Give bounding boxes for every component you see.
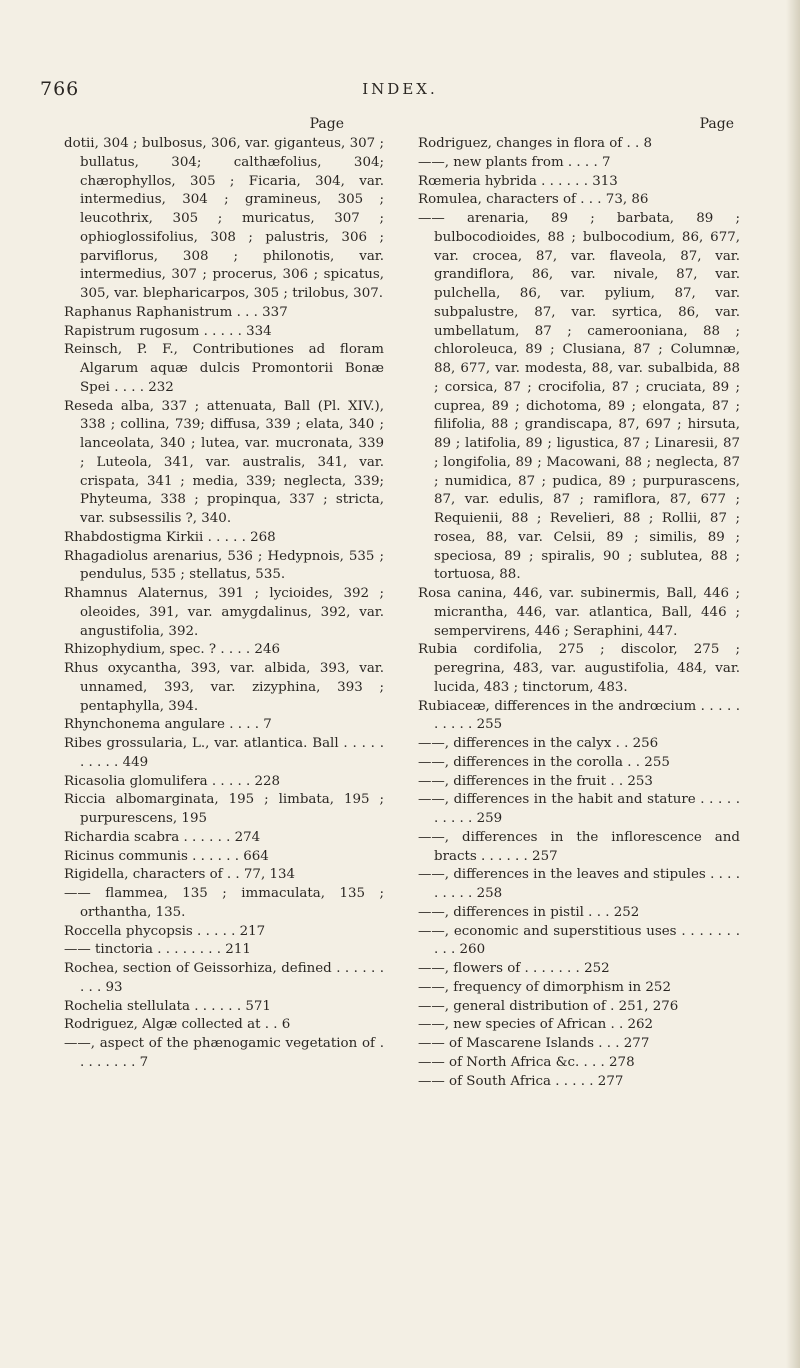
index-entry: Riccia albomarginata, 195 ; limbata, 195 ; purpurescens, 195 [64, 792, 384, 826]
index-entry: Rodriguez, Algæ collected at . . 6 [64, 1017, 291, 1033]
index-entry: Ricinus communis . . . . . . 664 [64, 848, 269, 864]
index-entry: Rhamnus Alaternus, 391 ; lycioides, 392 ; oleoides, 391, var. amygdalinus, 392, var. angustifolia, 392. [64, 586, 384, 639]
index-entry: Rodriguez, changes in flora of . . 8 [418, 136, 653, 151]
index-entry: Rosa canina, 446, var. subinermis, Ball, 446 ; micrantha, 446, var. atlantica, Ball, 446 ; sempervirens, 446 ; Seraphini, 447. [418, 586, 740, 639]
index-entry: ——, differences in the habit and stature . . . . . . . . . . 259 [418, 792, 740, 826]
index-column-right [418, 115, 740, 1091]
index-entry: ——, new species of African . . 262 [418, 1017, 654, 1033]
index-entry: Ricasolia glomulifera . . . . . 228 [64, 773, 281, 789]
index-entry: dotii, 304 ; bulbosus, 306, var. giganteus, 307 ; bullatus, 304; calthæfolius, 304; chærophyllos, 305 ; Ficaria, 304, var. intermedius, 304 ; gramineus, 305 ; leucothrix, 305 ; muricatus, 307 ; ophioglossifolius, 308 ; palustris, 306 ; parviflorus, 308 ; philonotis, var. intermedius, 307 ; procerus, 306 ; spicatus, 305, var. blepharicarpos, 305 ; trilobus, 307. [64, 136, 384, 301]
index-entry: Roccella phycopsis . . . . . 217 [64, 923, 266, 939]
index-entry: Romulea, characters of . . . 73, 86 [418, 192, 649, 208]
page-number: 766 [40, 78, 80, 100]
index-entry: Rœmeria hybrida . . . . . . 313 [418, 173, 618, 189]
index-entry: —— of North Africa &c. . . . 278 [418, 1054, 635, 1070]
index-entry: ——, economic and superstitious uses . . . . . . . . . . 260 [418, 923, 740, 958]
page-edge-shadow [786, 0, 800, 1368]
index-entry: Richardia scabra . . . . . . 274 [64, 829, 261, 845]
index-entry: —— of South Africa . . . . . 277 [418, 1073, 624, 1089]
index-entry: ——, aspect of the phænogamic vegetation of . . . . . . . . 7 [64, 1036, 384, 1070]
index-entry: ——, differences in the fruit . . 253 [418, 773, 653, 789]
index-entry: ——, differences in pistil . . . 252 [418, 904, 640, 920]
index-entry: Rubia cordifolia, 275 ; discolor, 275 ; peregrina, 483, var. augustifolia, 484, var. lucida, 483 ; tinctorum, 483. [418, 642, 740, 695]
index-entry: —— of Mascarene Islands . . . 277 [418, 1036, 650, 1051]
index-entry: ——, flowers of . . . . . . . 252 [418, 961, 610, 976]
index-entry: Rubiaceæ, differences in the andrœcium . . . . . . . . . . 255 [418, 698, 740, 733]
index-entry: Rochea, section of Geissorhiza, defined . . . . . . . . . 93 [64, 961, 384, 995]
index-entry: Rhus oxycantha, 393, var. albida, 393, var. unnamed, 393, var. zizyphina, 393 ; pentaphylla, 394. [64, 661, 384, 714]
index-entry: Rhynchonema angulare . . . . 7 [64, 717, 272, 733]
column-header-page: Page [699, 116, 734, 132]
index-entry: Rhagadiolus arenarius, 536 ; Hedypnois, 535 ; pendulus, 535 ; stellatus, 535. [64, 548, 384, 583]
index-entry: ——, new plants from . . . . 7 [418, 154, 611, 170]
index-entry: —— arenaria, 89 ; barbata, 89 ; bulbocodioides, 88 ; bulbocodium, 86, 677, var. crocea, 87, var. flaveola, 87, var. grandiflora, 86, var. nivale, 87, var. pulchella, 86, var. pylium, 87, var. subpalustre, 87, var. syrtica, 86, var. umbellatum, 87 ; camerooniana, 88 ; chloroleuca, 89 ; Clusiana, 87 ; Columnæ, 88, 677, var. modesta, 88, var. subalbida, 88 ; corsica, 87 ; crocifolia, 87 ; cruciata, 89 ; cuprea, 89 ; dichotoma, 89 ; elongata, 87 ; filifolia, 88 ; grandiscapa, 87, 697 ; hirsuta, 89 ; latifolia, 89 ; ligustica, 87 ; Linaresii, 87 ; longifolia, 89 ; Macowani, 88 ; neglecta, 87 ; numidica, 87 ; pudica, 89 ; purpurascens, 87, var. edulis, 87 ; ramiflora, 87, 677 ; Requienii, 88 ; Revelieri, 88 ; Rollii, 87 ; rosea, 88, var. Celsii, 89 ; similis, 89 ; speciosa, 89 ; spiralis, 90 ; sublutea, 88 ; tortuosa, 88. [418, 211, 740, 583]
index-entry: Rochelia stellulata . . . . . . 571 [64, 998, 271, 1014]
index-entry: ——, differences in the leaves and stipules . . . . . . . . . 258 [418, 867, 740, 901]
index-entry: Rhabdostigma Kirkii . . . . . 268 [64, 529, 276, 545]
index-entry: Rhizophydium, spec. ? . . . . 246 [64, 642, 280, 658]
index-entry: Rapistrum rugosum . . . . . 334 [64, 323, 272, 339]
index-entry: ——, differences in the corolla . . 255 [418, 754, 670, 770]
running-head: INDEX. [362, 80, 438, 98]
index-entry: Reseda alba, 337 ; attenuata, Ball (Pl. XIV.), 338 ; collina, 739; diffusa, 339 ; elata, 340 ; lanceolata, 340 ; lutea, var. mucronata, 339 ; Luteola, 341, var. australis, 341, var. crispata, 341 ; media, 339; neglecta, 339; Phyteuma, 338 ; propinqua, 337 ; stricta, var. subsessilis ?, 340. [64, 398, 384, 526]
index-entry: Raphanus Raphanistrum . . . 337 [64, 304, 288, 320]
index-column-left [64, 115, 384, 1073]
index-entry: —— flammea, 135 ; immaculata, 135 ; orthantha, 135. [64, 886, 384, 920]
index-entry: ——, frequency of dimorphism in 252 [418, 979, 671, 995]
column-header-page: Page [309, 116, 344, 132]
index-entry: Ribes grossularia, L., var. atlantica. Ball . . . . . . . . . . 449 [64, 736, 384, 770]
index-entry: ——, differences in the calyx . . 256 [418, 736, 659, 751]
index-entry: Rigidella, characters of . . 77, 134 [64, 867, 296, 883]
index-entry: Reinsch, P. F., Contributiones ad floram Algarum aquæ dulcis Promontorii Bonæ Spei . . . . 232 [64, 342, 384, 395]
index-entry: —— tinctoria . . . . . . . . 211 [64, 942, 251, 958]
index-entry: ——, differences in the inflorescence and bracts . . . . . . 257 [418, 829, 740, 864]
index-entry: ——, general distribution of . 251, 276 [418, 998, 679, 1014]
